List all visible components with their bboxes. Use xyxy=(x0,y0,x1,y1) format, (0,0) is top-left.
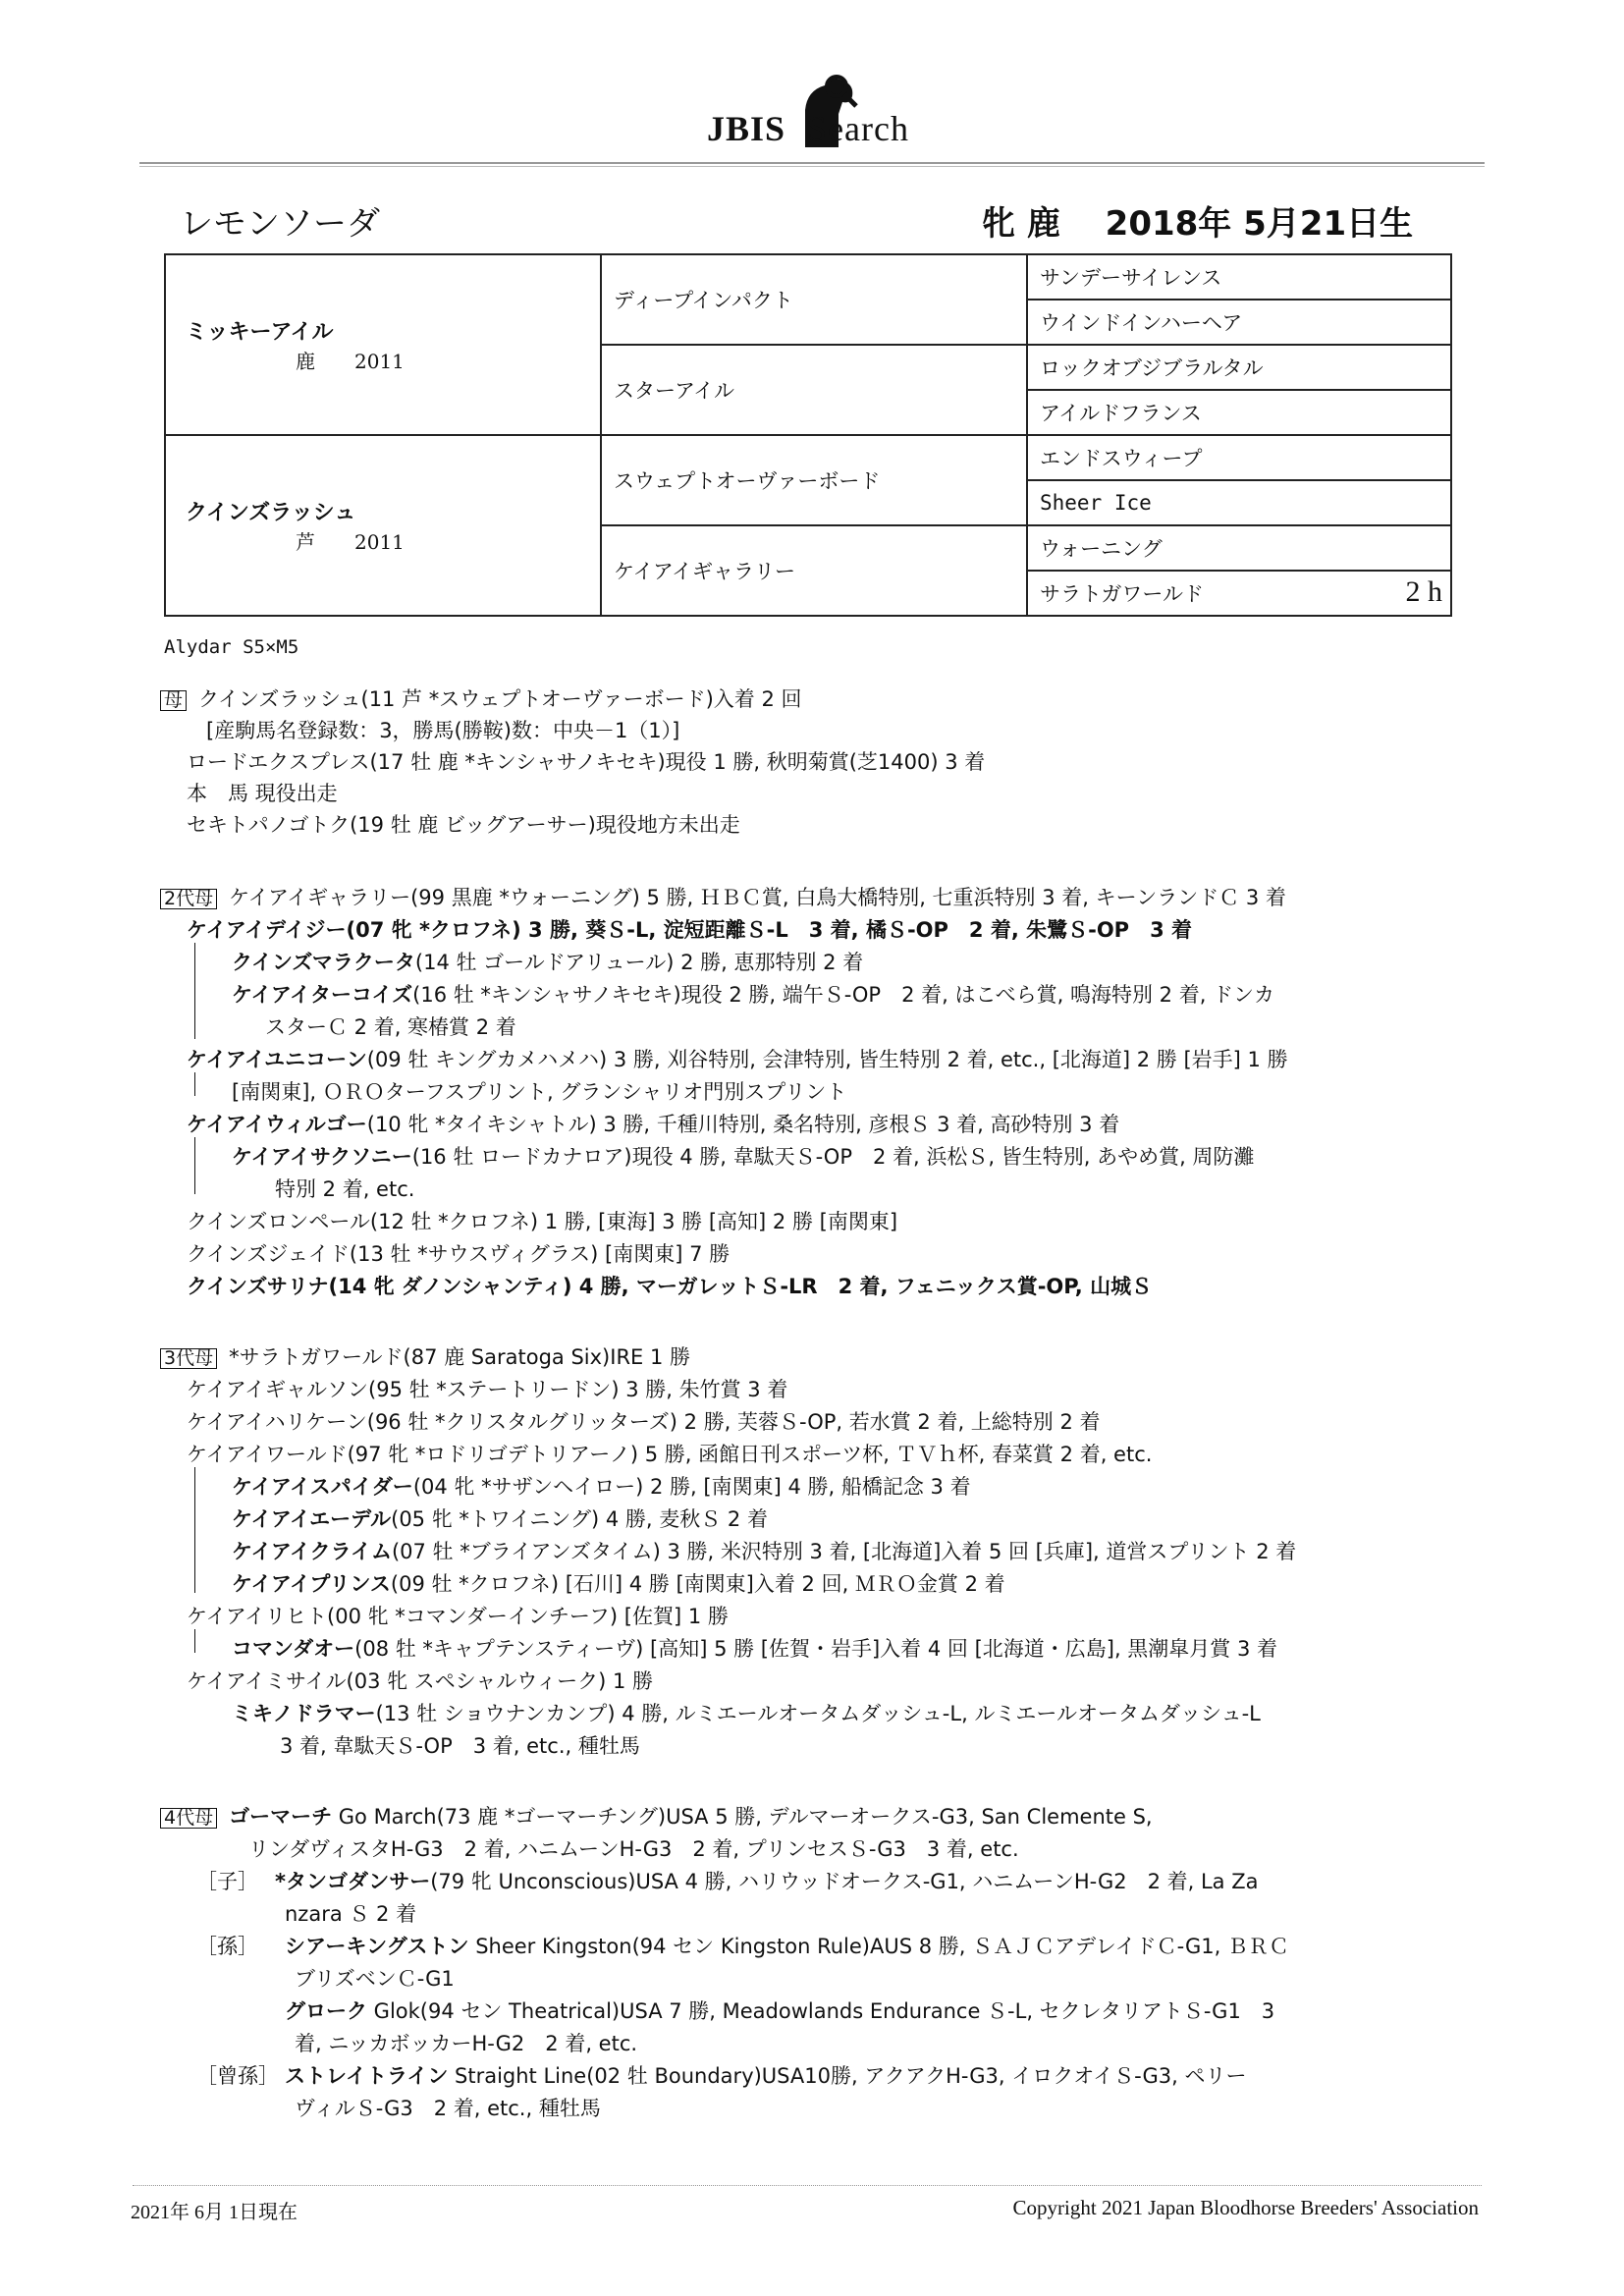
pedigree-g2-cell: スウェプトオーヴァーボード xyxy=(601,435,1027,525)
dam-section-header xyxy=(160,689,801,711)
section-line: *タンゴダンサー(79 牝 Unconscious)USA 4 勝, ハリウッドオークス-G1, ハニムーンH-G2 2 着, La Za xyxy=(275,1870,1259,1893)
section-line: ケイアイワールド(97 牝 *ロドリゴデトリアーノ) 5 勝, 函館日刊スポーツ杯, ＴＶｈ杯, 春菜賞 2 着, etc. xyxy=(187,1443,1153,1466)
tree-connector xyxy=(194,1072,195,1096)
section-line: コマンダオー(08 牡 *キャプテンスティーヴ) [高知] 5 勝 [佐賀・岩手]入着 4 回 [北海道・広島], 黒潮皐月賞 3 着 xyxy=(232,1637,1278,1661)
section-line: ケイアイユニコーン(09 牡 キングカメハメハ) 3 勝, 刈谷特別, 会津特別, 皆生特別 2 着, etc., [北海道] 2 勝 [岩手] 1 勝 xyxy=(187,1048,1288,1071)
section-line: *サラトガワールド(87 鹿 Saratoga Six)IRE 1 勝 xyxy=(229,1345,691,1369)
section-line: ケイアイサクソニー(16 牡 ロードカナロア)現役 4 勝, 韋駄天Ｓ-OP 2 着, 浜松Ｓ, 皆生特別, あやめ賞, 周防灘 xyxy=(232,1145,1255,1169)
section-line: クインズジェイド(13 牡 *サウスヴィグラス) [南関東] 7 勝 xyxy=(187,1242,731,1266)
tree-connector xyxy=(194,1137,195,1194)
pedigree-g3-cell: ウインドインハーヘア xyxy=(1027,300,1451,345)
tree-connector xyxy=(194,943,195,1039)
section-line: クインズサリナ(14 牝 ダノンシャンティ) 4 勝, マーガレットＳ-LR 2 着, フェニックス賞-OP, 山城Ｓ xyxy=(187,1275,1153,1298)
section-line: ケイアイスパイダー(04 牝 *サザンヘイロー) 2 勝, [南関東] 4 勝, 船橋記念 3 着 xyxy=(232,1475,971,1499)
horse-name: レモンソーダ xyxy=(180,204,380,244)
pedigree-g3-cell: サンデーサイレンス xyxy=(1027,254,1451,300)
section-line: リンダヴィスタH-G3 2 着, ハニムーンH-G3 2 着, プリンセスＳ-G3 3 着, etc. xyxy=(248,1837,1019,1861)
brand-right: Search xyxy=(807,109,909,148)
section-line: シアーキングストン Sheer Kingston(94 セン Kingston Rule)AUS 8 勝, ＳＡＪＣアデレイドＣ-G1, ＢＲＣ xyxy=(285,1935,1289,1958)
pedigree-g3-name: サラトガワールド xyxy=(1040,582,1204,606)
section-line: ヴィルＳ-G3 2 着, etc., 種牡馬 xyxy=(295,2097,601,2120)
footer-rule xyxy=(133,2185,1482,2186)
section-line: ケイアイデイジー(07 牝 *クロフネ) 3 勝, 葵Ｓ-L, 淀短距離Ｓ-L 3 着, 橘Ｓ-OP 2 着, 朱鷺Ｓ-OP 3 着 xyxy=(187,918,1192,942)
great-grandchild-label: ［曾孫］ xyxy=(196,2064,279,2088)
pedigree-g3-cell: ロックオブジブラルタル xyxy=(1027,345,1451,390)
section-line: スターＣ 2 着, 寒椿賞 2 着 xyxy=(265,1015,516,1039)
grandchild-label: ［孫］ xyxy=(196,1935,258,1958)
horse-sex-color-birth: 牝 鹿 2018年 5月21日生 xyxy=(982,204,1414,244)
section-line: ケイアイプリンス(09 牡 *クロフネ) [石川] 4 勝 [南関東]入着 2 回, ＭＲＯ金賞 2 着 xyxy=(232,1572,1005,1596)
pedigree-g3-cell: エンドスウィープ xyxy=(1027,435,1451,480)
section-tag: 4代母 xyxy=(160,1808,217,1829)
section-tag: 2代母 xyxy=(160,889,217,909)
tree-connector xyxy=(194,1467,195,1593)
brand-left: JBIS xyxy=(707,109,786,148)
pedigree-table xyxy=(164,253,1452,617)
pedigree-g3-cell-last xyxy=(1027,571,1451,616)
section-line: [南関東], ＯＲＯターフスプリント, グランシャリオ門別スプリント xyxy=(232,1080,847,1104)
section-line: クインズマラクータ(14 牡 ゴールドアリュール) 2 勝, 恵那特別 2 着 xyxy=(232,951,864,974)
pedigree-g2-cell: スターアイル xyxy=(601,345,1027,435)
footer-date: 2021年 6月 1日現在 xyxy=(131,2202,298,2223)
site-header xyxy=(0,71,1624,159)
tree-connector xyxy=(194,1629,195,1653)
section-line: クインズラッシュ(11 芦 *スウェプトオーヴァーボード)入着 2 回 xyxy=(198,687,802,711)
section-line: ケイアイエーデル(05 牝 *トワイニング) 4 勝, 麦秋Ｓ 2 着 xyxy=(232,1507,768,1531)
section-line: ケイアイクライム(07 牡 *ブライアンズタイム) 3 勝, 米沢特別 3 着, [北海道]入着 5 回 [兵庫], 道営スプリント 2 着 xyxy=(232,1540,1297,1563)
dam-name: クインズラッシュ xyxy=(186,501,356,525)
header-rule-2 xyxy=(139,166,1485,167)
section-line: ブリズベンＣ-G1 xyxy=(295,1967,455,1991)
offspring-label: ［子］ xyxy=(196,1870,258,1893)
g3dam-section-header xyxy=(160,1347,690,1369)
header-rule xyxy=(139,162,1485,164)
section-line: ロードエクスプレス(17 牡 鹿 *キンシャサノキセキ)現役 1 勝, 秋明菊賞(芝1400) 3 着 xyxy=(187,750,986,774)
pedigree-g2-cell: ケイアイギャラリー xyxy=(601,525,1027,616)
pedigree-g3-cell: Sheer Ice xyxy=(1027,480,1451,525)
section-line: グローク Glok(94 セン Theatrical)USA 7 勝, Meadowlands Endurance Ｓ-L, セクレタリアトＳ-G1 3 xyxy=(285,1999,1275,2023)
section-tag: 3代母 xyxy=(160,1348,217,1369)
dam-sub: 芦 2011 xyxy=(296,530,405,554)
pedigree-g3-cell: ウォーニング xyxy=(1027,525,1451,571)
g2dam-section-header xyxy=(160,888,1286,909)
section-line: [産駒馬名登録数：3，勝馬(勝鞍)数：中央－1（1）] xyxy=(206,719,680,742)
pedigree-g2-cell: ディープインパクト xyxy=(601,254,1027,345)
section-line: ゴーマーチ Go March(73 鹿 *ゴーマーチング)USA 5 勝, デルマーオークス-G3, San Clemente S, xyxy=(229,1805,1153,1829)
section-line: ストレイトライン Straight Line(02 牡 Boundary)USA10勝, アクアクH-G3, イロクオイＳ-G3, ペリー xyxy=(285,2064,1247,2088)
section-line: ミキノドラマー(13 牡 ショウナンカンプ) 4 勝, ルミエールオータムダッシュ-L, ルミエールオータムダッシュ-L xyxy=(232,1702,1261,1725)
section-line: クインズロンペール(12 牡 *クロフネ) 1 勝, [東海] 3 勝 [高知] 2 勝 [南関東] xyxy=(187,1210,898,1233)
footer-copyright: Copyright 2021 Japan Bloodhorse Breeders' Association xyxy=(1012,2196,1479,2219)
inbreeding-note: Alydar S5×M5 xyxy=(164,636,299,658)
section-line: 特別 2 着, etc. xyxy=(275,1177,415,1201)
pedigree-g3-cell: アイルドフランス xyxy=(1027,390,1451,435)
section-line: ケイアイリヒト(00 牝 *コマンダーインチーフ) [佐賀] 1 勝 xyxy=(187,1605,729,1628)
section-line: セキトパノゴトク(19 牡 鹿 ビッグアーサー)現役地方未出走 xyxy=(187,813,740,837)
section-line: nzara Ｓ 2 着 xyxy=(285,1902,417,1926)
brand-text xyxy=(707,108,909,149)
g4dam-section-header xyxy=(160,1807,1153,1829)
sire-cell xyxy=(165,254,601,435)
section-line: ケイアイミサイル(03 牝 スペシャルウィーク) 1 勝 xyxy=(187,1669,654,1693)
pedigree-note: 2 h xyxy=(1405,575,1442,608)
section-line: ケイアイハリケーン(96 牡 *クリスタルグリッターズ) 2 勝, 芙蓉Ｓ-OP, 若水賞 2 着, 上総特別 2 着 xyxy=(187,1410,1101,1434)
section-line: ケイアイギャルソン(95 牡 *ステートリードン) 3 勝, 朱竹賞 3 着 xyxy=(187,1378,788,1401)
section-line: ケイアイギャラリー(99 黒鹿 *ウォーニング) 5 勝, ＨＢＣ賞, 白鳥大橋特別, 七重浜特別 3 着, キーンランドＣ 3 着 xyxy=(229,886,1286,909)
section-line: 着, ニッカボッカーH-G2 2 着, etc. xyxy=(295,2032,638,2055)
section-line: ケイアイターコイズ(16 牡 *キンシャサノキセキ)現役 2 勝, 端午Ｓ-OP 2 着, はこべら賞, 鳴海特別 2 着, ドンカ xyxy=(232,983,1275,1007)
section-tag: 母 xyxy=(160,690,187,711)
section-line: ケイアイウィルゴー(10 牝 *タイキシャトル) 3 勝, 千種川特別, 桑名特別, 彦根Ｓ 3 着, 高砂特別 3 着 xyxy=(187,1113,1120,1136)
section-line: 3 着, 韋駄天Ｓ-OP 3 着, etc., 種牡馬 xyxy=(280,1734,640,1758)
dam-cell xyxy=(165,435,601,616)
sire-sub: 鹿 2011 xyxy=(296,350,405,373)
sire-name: ミッキーアイル xyxy=(186,320,334,345)
section-line: 本 馬 現役出走 xyxy=(187,782,338,805)
